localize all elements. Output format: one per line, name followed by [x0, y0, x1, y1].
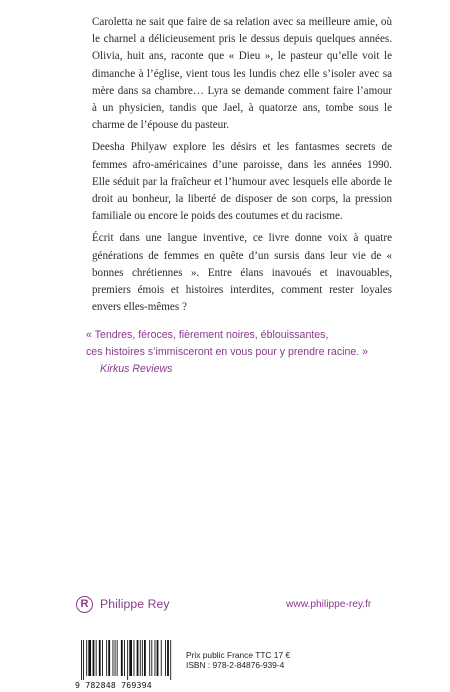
price-text: Prix public France TTC 17 €	[186, 650, 291, 660]
publisher-name: Philippe Rey	[100, 597, 170, 611]
review-quote	[86, 327, 416, 378]
price-info	[186, 650, 290, 671]
barcode-icon	[75, 640, 177, 680]
publisher-r-icon: R	[76, 596, 93, 613]
quote-line-1: « Tendres, féroces, fièrement noires, éblouissantes,	[86, 329, 329, 341]
isbn-barcode	[75, 640, 177, 690]
blurb-paragraph-3: Écrit dans une langue inventive, ce livre donne voix à quatre générations de femmes en quête d’un sursis dans leur vie de « bonnes chrétiennes ». Entre élans inavoués et inavouables, premiers émois et histoires interdites, comment rester loyales envers elles-mêmes ?	[92, 232, 392, 314]
blurb-paragraph-1: Caroletta ne sait que faire de sa relation avec sa meilleure amie, où le charnel a délicieusement pris le dessus depuis quelques années. Olivia, huit ans, raconte que « Dieu », le pasteur qu’elle voit le dimanche à l’église, vient tous les lundis chez elle s’isoler avec sa mère dans sa chambre… Lyra se demande comment faire l’amour à un physicien, tandis que Jael, à quatorze ans, tombe sous le charme de l’épouse du pasteur.	[92, 16, 392, 132]
publisher-website: www.philippe-rey.fr	[286, 599, 372, 610]
quote-line-2: ces histoires s’immisceront en vous pour y prendre racine. »	[86, 346, 369, 358]
publisher-logo	[76, 593, 170, 615]
blurb-paragraph-2: Deesha Philyaw explore les désirs et les fantasmes secrets de femmes afro-américaines d’une paroisse, dans les années 1990. Elle séduit par la fraîcheur et l’humour avec lesquels elle aborde le droit au bonheur, la liberté de disposer de son corps, la pression familiale ou encore le poids des coutumes et du racisme.	[92, 141, 392, 223]
barcode-digits: 9 782848 769394	[75, 680, 152, 690]
isbn-text: ISBN : 978-2-84876-939-4	[186, 660, 285, 671]
blurb	[92, 14, 392, 321]
quote-source: Kirkus Reviews	[100, 363, 173, 375]
